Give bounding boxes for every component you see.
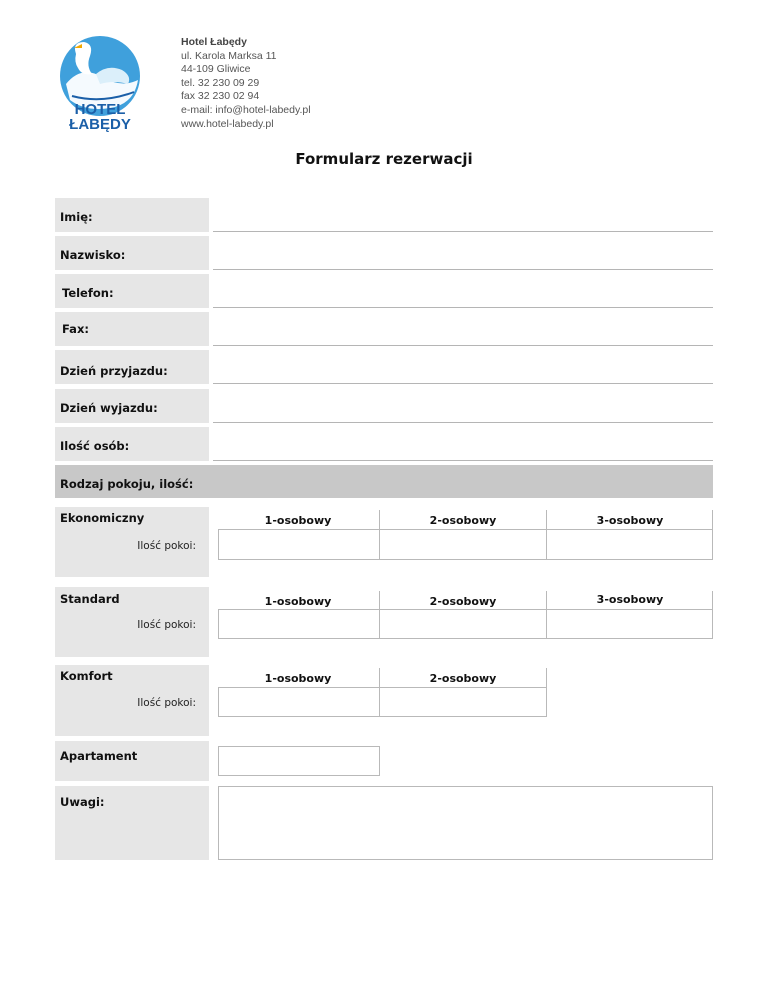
notes-label: Uwagi: xyxy=(60,795,105,809)
column-divider xyxy=(546,668,547,688)
room-title: Ekonomiczny xyxy=(60,511,145,525)
field-row-nazwisko xyxy=(55,236,713,270)
room-label-apartament xyxy=(55,741,209,781)
room-type-section-header xyxy=(55,465,713,498)
room-count-input[interactable] xyxy=(379,687,547,717)
field-label: Imię: xyxy=(60,210,93,224)
room-count-input[interactable] xyxy=(218,609,380,639)
room-label-standard xyxy=(55,587,209,657)
col-header-3-osobowy: 3-osobowy xyxy=(596,514,664,527)
room-title: Komfort xyxy=(60,669,113,683)
field-label-box xyxy=(55,427,209,461)
field-label: Fax: xyxy=(62,322,89,336)
hotel-email[interactable]: e-mail: info@hotel-labedy.pl xyxy=(181,103,311,116)
col-header-2-osobowy: 2-osobowy xyxy=(429,595,497,608)
field-label-box xyxy=(55,274,209,308)
field-input-line[interactable] xyxy=(213,345,713,346)
column-divider xyxy=(546,591,547,611)
hotel-street: ul. Karola Marksa 11 xyxy=(181,49,277,62)
room-count-input[interactable] xyxy=(218,529,380,560)
field-label: Telefon: xyxy=(62,286,114,300)
room-label-komfort xyxy=(55,665,209,736)
room-count-input[interactable] xyxy=(379,609,547,639)
field-label: Dzień wyjazdu: xyxy=(60,401,158,415)
col-header-3-osobowy: 3-osobowy xyxy=(596,593,664,606)
field-input-line[interactable] xyxy=(213,422,713,423)
field-row-dzien-przyjazdu xyxy=(55,350,713,384)
notes-label-box xyxy=(55,786,209,860)
apartament-count-input[interactable] xyxy=(218,746,380,776)
column-divider xyxy=(546,510,547,530)
notes-textarea[interactable] xyxy=(218,786,713,860)
field-label-box xyxy=(55,312,209,346)
column-divider xyxy=(379,668,380,688)
logo-text-hotel: HOTEL xyxy=(74,101,126,118)
field-row-telefon xyxy=(55,274,713,308)
col-header-1-osobowy: 1-osobowy xyxy=(264,595,332,608)
room-count-input[interactable] xyxy=(218,687,380,717)
column-divider xyxy=(712,510,713,530)
field-row-dzien-wyjazdu xyxy=(55,389,713,423)
hotel-www[interactable]: www.hotel-labedy.pl xyxy=(181,117,274,130)
field-label-box xyxy=(55,198,209,232)
room-count-input[interactable] xyxy=(546,529,713,560)
form-title: Formularz rezerwacji xyxy=(295,150,473,168)
hotel-name: Hotel Łabędy xyxy=(181,36,247,48)
section-label: Rodzaj pokoju, ilość: xyxy=(60,477,194,491)
room-title: Standard xyxy=(60,592,120,606)
room-title: Apartament xyxy=(60,749,138,763)
column-divider xyxy=(379,591,380,611)
col-header-1-osobowy: 1-osobowy xyxy=(264,514,332,527)
hotel-city: 44-109 Gliwice xyxy=(181,63,251,76)
field-row-fax xyxy=(55,312,713,346)
hotel-contact-info xyxy=(181,36,311,131)
col-header-2-osobowy: 2-osobowy xyxy=(429,514,497,527)
column-divider xyxy=(379,510,380,530)
room-count-input[interactable] xyxy=(379,529,547,560)
logo-text-labedy: ŁABĘDY xyxy=(69,116,131,132)
field-input-line[interactable] xyxy=(213,307,713,308)
field-input-line[interactable] xyxy=(213,269,713,270)
field-label-box xyxy=(55,350,209,384)
field-label: Nazwisko: xyxy=(60,248,126,262)
field-input-line[interactable] xyxy=(213,383,713,384)
field-row-ilosc-osob xyxy=(55,427,713,461)
col-header-2-osobowy: 2-osobowy xyxy=(429,672,497,685)
field-label-box xyxy=(55,236,209,270)
column-divider xyxy=(712,591,713,611)
room-label-ekonomiczny xyxy=(55,507,209,577)
field-label: Ilość osób: xyxy=(60,439,130,453)
room-count-label: Ilość pokoi: xyxy=(137,540,196,552)
field-label: Dzień przyjazdu: xyxy=(60,364,168,378)
col-header-1-osobowy: 1-osobowy xyxy=(264,672,332,685)
field-input-line[interactable] xyxy=(213,231,713,232)
room-count-label: Ilość pokoi: xyxy=(137,697,196,709)
room-count-label: Ilość pokoi: xyxy=(137,619,196,631)
room-count-input[interactable] xyxy=(546,609,713,639)
field-label-box xyxy=(55,389,209,423)
field-row-imie xyxy=(55,198,713,232)
hotel-fax: fax 32 230 02 94 xyxy=(181,90,260,103)
field-input-line[interactable] xyxy=(213,460,713,461)
hotel-swan-logo xyxy=(52,34,152,132)
hotel-tel: tel. 32 230 09 29 xyxy=(181,76,260,89)
